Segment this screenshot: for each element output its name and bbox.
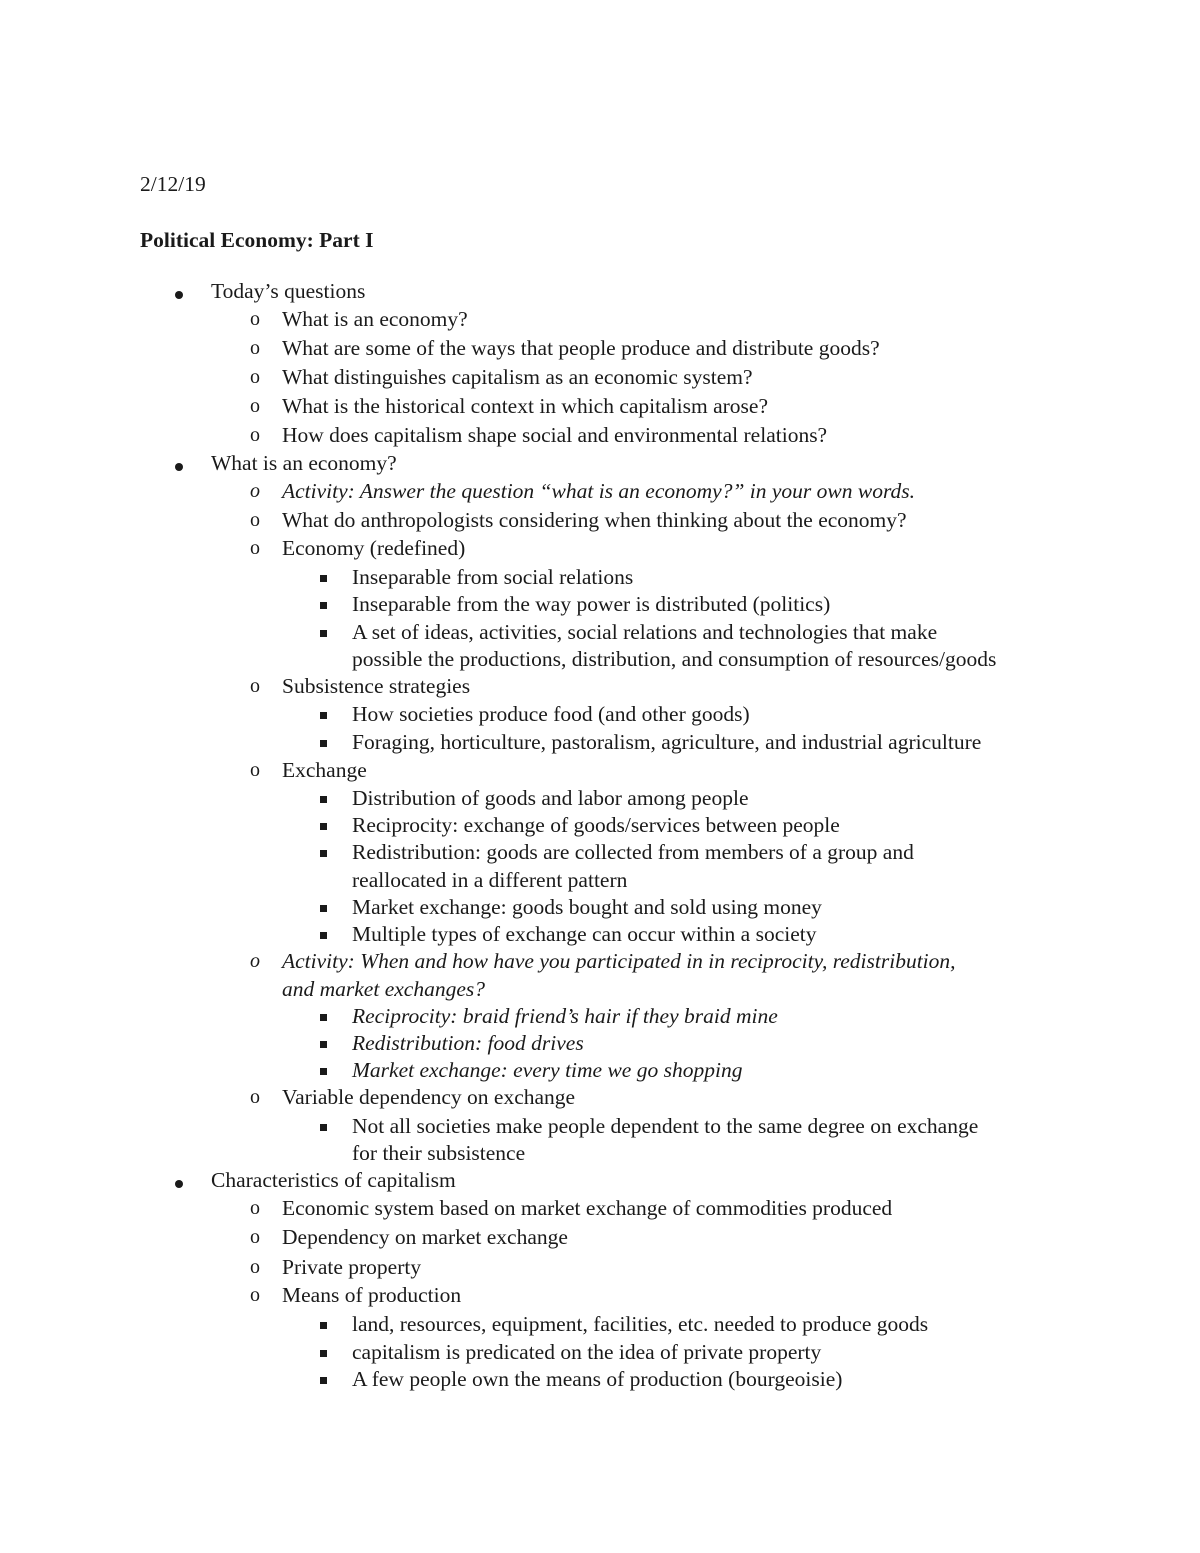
outline-item-text: and market exchanges? — [282, 977, 485, 1001]
outline-item-level-3 — [0, 921, 1200, 948]
bullet-circle-icon: o — [250, 1197, 260, 1219]
outline-item-level-2 — [0, 1084, 1200, 1111]
bullet-circle-icon: o — [250, 480, 260, 502]
bullet-circle-icon: o — [250, 950, 260, 972]
bullet-square-icon — [320, 1350, 327, 1357]
bullet-circle-icon: o — [250, 424, 260, 446]
outline-item-text: Inseparable from the way power is distributed (politics) — [352, 592, 831, 616]
bullet-square-icon — [320, 630, 327, 637]
bullet-circle-icon: o — [250, 759, 260, 781]
outline-item-text: reallocated in a different pattern — [352, 868, 628, 892]
outline-item-text: Redistribution: goods are collected from members of a group and — [352, 840, 914, 864]
outline-item-level-3 — [0, 812, 1200, 839]
outline-item-text: Reciprocity: exchange of goods/services between people — [352, 813, 840, 837]
outline-item-level-3 — [0, 1003, 1200, 1030]
outline-item-text: Private property — [282, 1255, 422, 1279]
note-date: 2/12/19 — [140, 172, 206, 196]
bullet-square-icon — [320, 932, 327, 939]
outline-item-level-1 — [0, 450, 1200, 477]
outline-item-level-3 — [0, 1339, 1200, 1366]
outline-item-text: How societies produce food (and other goods) — [352, 702, 750, 726]
outline-item-text: What do anthropologists considering when thinking about the economy? — [282, 508, 907, 532]
outline-item-level-2 — [0, 948, 1200, 975]
bullet-square-icon — [320, 1068, 327, 1075]
outline-item-text: What is the historical context in which capitalism arose? — [282, 394, 768, 418]
outline-item-level-2 — [0, 1254, 1200, 1281]
outline-item-level-3 — [0, 591, 1200, 618]
outline-item-level-3 — [0, 867, 1200, 894]
outline-item-text: Multiple types of exchange can occur within a society — [352, 922, 817, 946]
bullet-square-icon — [320, 1377, 327, 1384]
bullet-square-icon — [320, 575, 327, 582]
outline-item-level-2 — [0, 478, 1200, 505]
outline-item-level-2 — [0, 507, 1200, 534]
outline-item-level-2 — [0, 306, 1200, 333]
outline-item-level-3 — [0, 1366, 1200, 1393]
outline-item-text: Means of production — [282, 1283, 462, 1307]
outline-item-level-2 — [0, 1224, 1200, 1251]
outline-item-level-2 — [0, 364, 1200, 391]
bullet-dot-icon — [175, 1180, 183, 1188]
outline-item-level-2 — [0, 422, 1200, 449]
outline-item-text: How does capitalism shape social and environmental relations? — [282, 423, 828, 447]
outline-item-level-1 — [0, 1167, 1200, 1194]
outline-item-text: Today’s questions — [211, 279, 366, 303]
outline-item-level-2 — [0, 757, 1200, 784]
bullet-circle-icon: o — [250, 1086, 260, 1108]
outline-item-text: Economy (redefined) — [282, 536, 466, 560]
bullet-square-icon — [320, 712, 327, 719]
outline-item-level-3 — [0, 785, 1200, 812]
outline-item-text: A few people own the means of production (bourgeoisie) — [352, 1367, 843, 1391]
outline-item-text: Subsistence strategies — [282, 674, 471, 698]
note-title: Political Economy: Part I — [140, 228, 374, 252]
bullet-square-icon — [320, 1322, 327, 1329]
outline-item-level-3 — [0, 701, 1200, 728]
outline-item-text: Redistribution: food drives — [352, 1031, 584, 1055]
bullet-dot-icon — [175, 291, 183, 299]
outline-item-level-3 — [0, 839, 1200, 866]
bullet-square-icon — [320, 1014, 327, 1021]
outline-item-level-2 — [0, 1282, 1200, 1309]
bullet-circle-icon: o — [250, 308, 260, 330]
bullet-circle-icon: o — [250, 675, 260, 697]
bullet-dot-icon — [175, 463, 183, 471]
outline-item-text: Characteristics of capitalism — [211, 1168, 456, 1192]
outline-item-level-3 — [0, 619, 1200, 646]
outline-item-text: for their subsistence — [352, 1141, 526, 1165]
bullet-square-icon — [320, 796, 327, 803]
outline-item-text: Dependency on market exchange — [282, 1225, 568, 1249]
outline-item-level-3 — [0, 894, 1200, 921]
bullet-square-icon — [320, 1041, 327, 1048]
bullet-circle-icon: o — [250, 366, 260, 388]
bullet-square-icon — [320, 823, 327, 830]
outline-item-level-3 — [0, 564, 1200, 591]
outline-item-level-2 — [0, 535, 1200, 562]
outline-item-text: Market exchange: goods bought and sold using money — [352, 895, 822, 919]
outline-item-text: Inseparable from social relations — [352, 565, 634, 589]
outline-item-text: Foraging, horticulture, pastoralism, agriculture, and industrial agriculture — [352, 730, 982, 754]
outline-item-level-3 — [0, 1057, 1200, 1084]
bullet-square-icon — [320, 1124, 327, 1131]
outline-item-text: Not all societies make people dependent to the same degree on exchange — [352, 1114, 979, 1138]
outline-item-level-2 — [0, 335, 1200, 362]
outline-item-text: What is an economy? — [211, 451, 397, 475]
outline-item-text: land, resources, equipment, facilities, etc. needed to produce goods — [352, 1312, 929, 1336]
bullet-square-icon — [320, 740, 327, 747]
outline-item-level-2 — [0, 673, 1200, 700]
bullet-circle-icon: o — [250, 509, 260, 531]
outline-item-text: possible the productions, distribution, and consumption of resources/goods — [352, 647, 997, 671]
outline-item-level-2 — [0, 393, 1200, 420]
outline-item-level-2 — [0, 976, 1200, 1003]
bullet-circle-icon: o — [250, 1226, 260, 1248]
bullet-circle-icon: o — [250, 1256, 260, 1278]
bullet-circle-icon: o — [250, 537, 260, 559]
bullet-circle-icon: o — [250, 1284, 260, 1306]
outline-item-level-1 — [0, 278, 1200, 305]
outline-item-level-3 — [0, 1113, 1200, 1140]
outline-item-text: Exchange — [282, 758, 367, 782]
outline-item-level-3 — [0, 646, 1200, 673]
outline-item-text: Distribution of goods and labor among people — [352, 786, 749, 810]
outline-item-text: What is an economy? — [282, 307, 468, 331]
bullet-square-icon — [320, 905, 327, 912]
outline-item-text: Activity: Answer the question “what is an economy?” in your own words. — [282, 479, 916, 503]
outline-item-text: Reciprocity: braid friend’s hair if they braid mine — [352, 1004, 778, 1028]
outline-item-level-2 — [0, 1195, 1200, 1222]
bullet-square-icon — [320, 602, 327, 609]
outline-item-text: A set of ideas, activities, social relations and technologies that make — [352, 620, 938, 644]
bullet-circle-icon: o — [250, 395, 260, 417]
outline-item-text: Variable dependency on exchange — [282, 1085, 576, 1109]
outline-item-text: Activity: When and how have you participated in in reciprocity, redistribution, — [282, 949, 956, 973]
bullet-circle-icon: o — [250, 337, 260, 359]
outline-item-text: Economic system based on market exchange of commodities produced — [282, 1196, 893, 1220]
outline-item-level-3 — [0, 1140, 1200, 1167]
outline-item-level-3 — [0, 729, 1200, 756]
outline-item-level-3 — [0, 1030, 1200, 1057]
outline-item-text: capitalism is predicated on the idea of private property — [352, 1340, 822, 1364]
outline-item-text: What are some of the ways that people produce and distribute goods? — [282, 336, 880, 360]
outline-item-text: What distinguishes capitalism as an economic system? — [282, 365, 753, 389]
outline-item-text: Market exchange: every time we go shopping — [352, 1058, 743, 1082]
outline-item-level-3 — [0, 1311, 1200, 1338]
bullet-square-icon — [320, 850, 327, 857]
